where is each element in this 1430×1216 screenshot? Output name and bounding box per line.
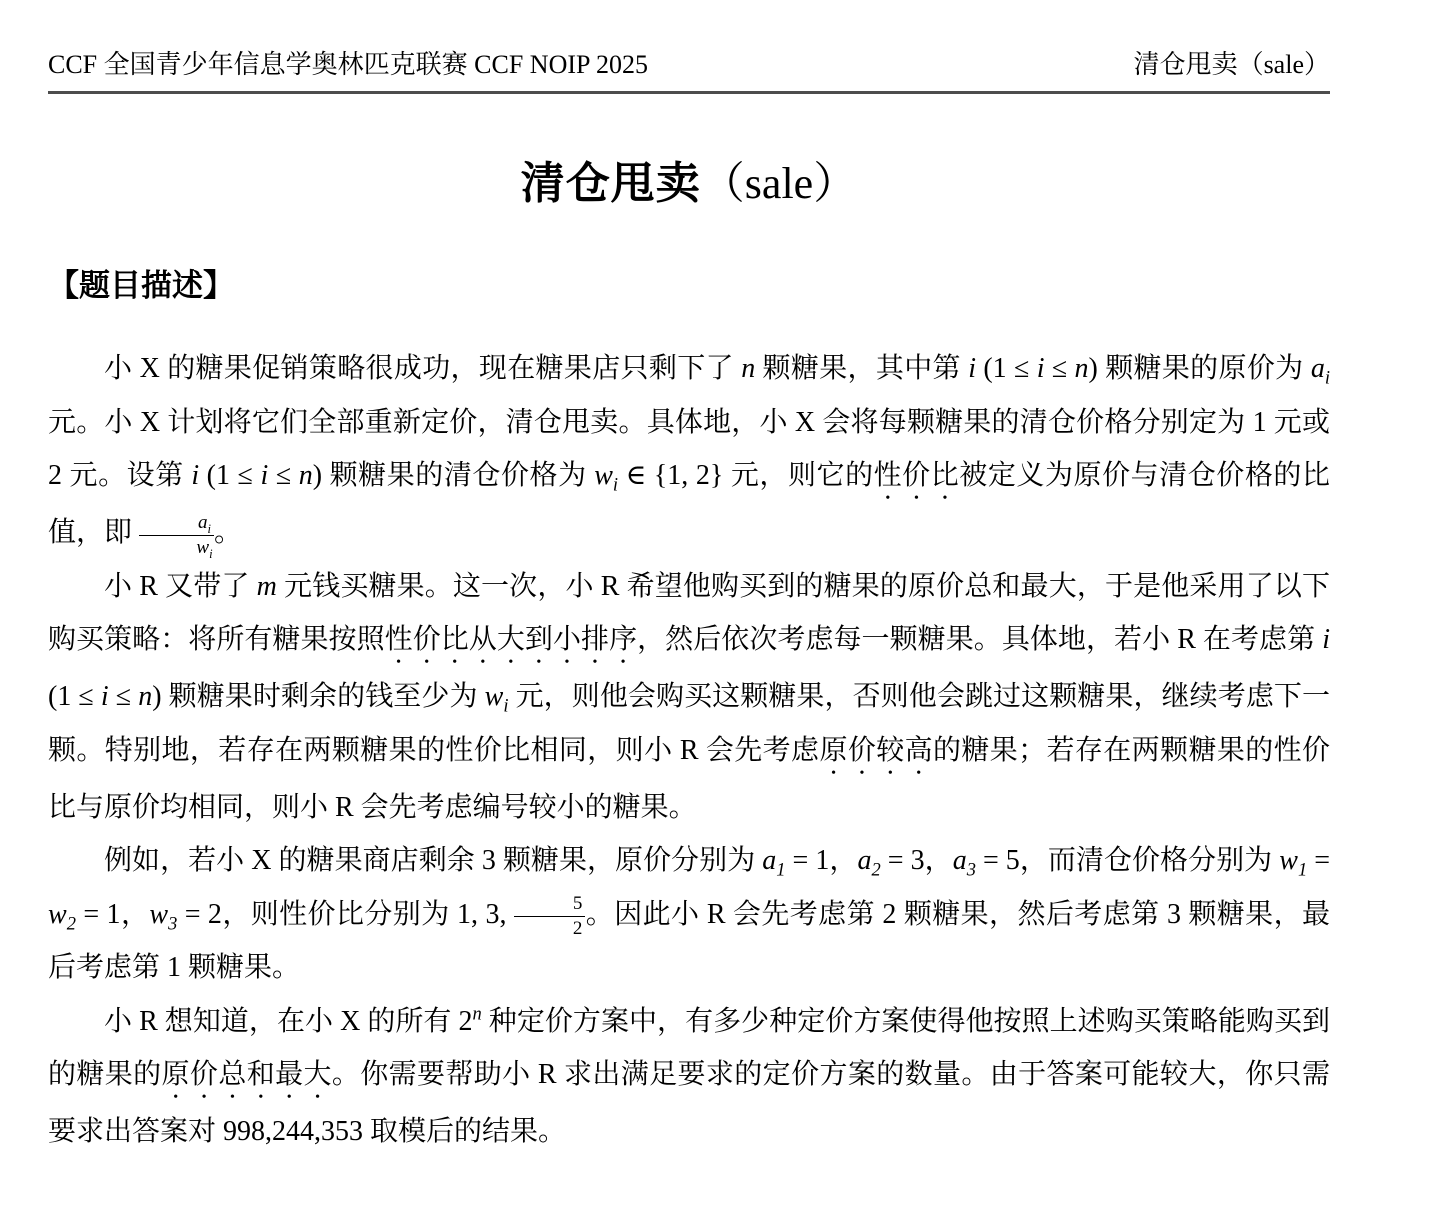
paragraph-example: 例如，若小 X 的糖果商店剩余 3 颗糖果，原价分别为 $a_1 = 1$，$a_2 = 3$，$a_3 = 5$，而清仓价格分别为 $w_1 = w_2 = 1$，$w_3 = 2$，则性价比分别为 1, 3, $\frac{5}{2}$ 。因此小 R 会先考虑第 2 颗糖果，然后考虑第 3 颗糖果，最后考虑第 1 颗糖果。 xyxy=(48,845,1331,984)
section-heading-problem-description: 【题目描述】 xyxy=(48,268,234,303)
header-divider xyxy=(48,91,1330,94)
page-header xyxy=(48,0,1330,80)
paragraph-question: 小 R 想知道，在小 X 的所有 2$^n$ 种定价方案中，有多少种定价方案使得他按照上述购买策略能购买到的糖果的原价总和最大。你需要帮助小 R 求出满足要求的定价方案的数量。由于答案可能较大，你只需要求出答案对 998,244,353 取模后的结果。 xyxy=(48,1003,1330,1148)
problem-statement xyxy=(48,342,1330,1159)
document-page xyxy=(48,0,1330,1159)
paragraph-buying-strategy: 小 R 又带了 m 元钱买糖果。这一次，小 R 希望他购买到的糖果的原价总和最大，于是他采用了以下购买策略：将所有糖果按照性价比从大到小排序，然后依次考虑每一颗糖果。具体地，若小 R 在考虑第 i (1 ≤ i ≤ n) 颗糖果时剩余的钱至少为 $w_i$ 元，则他会购买这颗糖果，否则他会跳过这颗糖果，继续考虑下一颗。特别地，若存在两颗糖果的性价比相同，则小 R 会先考虑原价较高的糖果；若存在两颗糖果的性价比与原价均相同，则小 R 会先考虑编号较小的糖果。 xyxy=(48,570,1330,823)
header-right-problem-name: 清仓甩卖（sale） xyxy=(1133,50,1330,79)
header-left-contest-name: CCF 全国青少年信息学奥林匹克联赛 CCF NOIP 2025 xyxy=(48,50,648,79)
paragraph-pricing-setup: 小 X 的糖果促销策略很成功，现在糖果店只剩下了 n 颗糖果，其中第 i (1 ≤ i ≤ n) 颗糖果的原价为 $a_i$ 元。小 X 计划将它们全部重新定价，清仓甩卖。具体地，小 X 会将每颗糖果的清仓价格分别定为 1 元或 2 元。设第 i (1 ≤ i ≤ n) 颗糖果的清仓价格为 $w_i$ ∈ {1, 2} 元，则它的性价比被定义为原价与清仓价格的比值，即 $\frac{a_i}{w_i}$ 。 xyxy=(48,353,1330,561)
page-title: 清仓甩卖（sale） xyxy=(520,159,858,208)
